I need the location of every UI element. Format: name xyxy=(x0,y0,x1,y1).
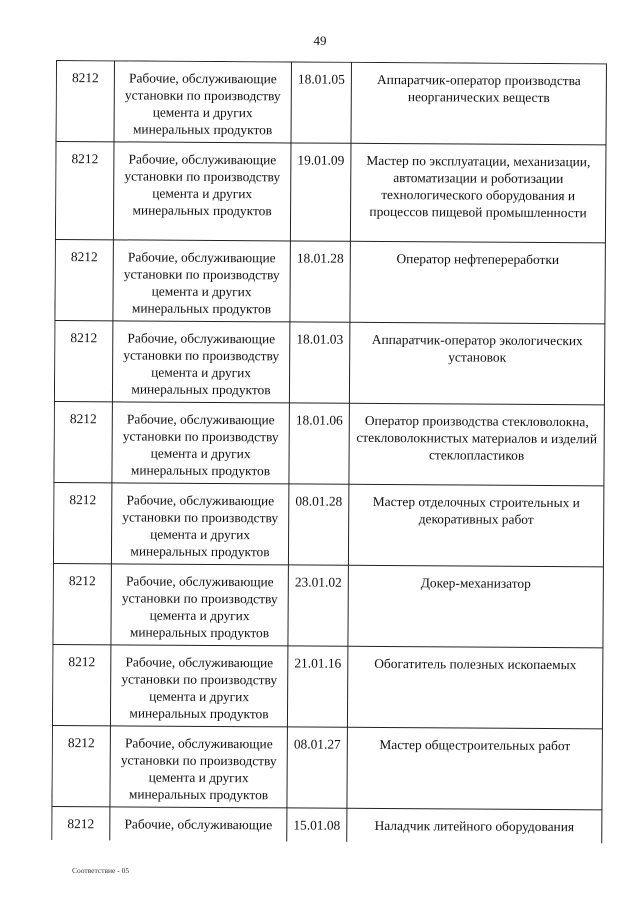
occupation-group: Рабочие, обслуживающие установки по производству цемента и других минеральных продуктов xyxy=(113,240,290,322)
profession-name: Докер-механизатор xyxy=(348,565,603,648)
occupation-group: Рабочие, обслуживающие установки по производству цемента и других минеральных продуктов xyxy=(111,564,288,646)
profession-name: Оператор производства стекловолокна, стекловолокнистых материалов и изделий стеклопластиков xyxy=(349,403,604,486)
okz-code: 8212 xyxy=(53,563,111,644)
okz-code: 8212 xyxy=(53,482,111,563)
table-row xyxy=(53,563,603,647)
okz-code: 8212 xyxy=(55,239,113,320)
specialty-code: 18.01.03 xyxy=(289,322,349,403)
occupation-group: Рабочие, обслуживающие установки по производству цемента и других минеральных продуктов xyxy=(111,483,288,565)
specialty-code: 08.01.27 xyxy=(287,727,347,808)
okz-code: 8212 xyxy=(56,61,114,142)
table-row xyxy=(55,142,606,243)
profession-name: Мастер по эксплуатации, механизации, автоматизации и роботизации технологического оборудования и процессов пищевой промышленности xyxy=(350,143,606,243)
table-row xyxy=(56,61,606,145)
professions-table xyxy=(51,60,607,843)
specialty-code: 18.01.05 xyxy=(291,62,351,143)
table-row xyxy=(54,401,604,485)
profession-name: Наладчик литейного оборудования xyxy=(347,808,602,843)
okz-code: 8212 xyxy=(54,320,112,401)
specialty-code: 23.01.02 xyxy=(288,565,348,646)
okz-code: 8212 xyxy=(52,806,110,843)
okz-code: 8212 xyxy=(55,142,114,240)
profession-name: Мастер отделочных строительных и декоративных работ xyxy=(348,484,603,567)
specialty-code: 18.01.06 xyxy=(289,403,349,484)
document-table-wrapper xyxy=(51,60,612,843)
profession-name: Мастер общестроительных работ xyxy=(347,727,602,810)
occupation-group: Рабочие, обслуживающие установки по производству цемента и других минеральных продуктов xyxy=(110,645,287,727)
okz-code: 8212 xyxy=(52,644,110,725)
occupation-group: Рабочие, обслуживающие установки по производству цемента и других минеральных продуктов xyxy=(114,61,291,143)
table-row xyxy=(52,644,602,728)
footer-note: Соответствие - 05 xyxy=(72,866,130,875)
table-row xyxy=(52,806,602,843)
profession-name: Оператор нефтепереработки xyxy=(350,241,605,324)
specialty-code: 08.01.28 xyxy=(288,484,348,565)
specialty-code: 18.01.28 xyxy=(290,241,350,322)
table-row xyxy=(54,320,604,404)
profession-name: Аппаратчик-оператор производства неорганических веществ xyxy=(351,62,606,145)
table-row xyxy=(55,239,605,323)
specialty-code: 21.01.16 xyxy=(287,646,347,727)
table-row xyxy=(53,482,603,566)
occupation-group: Рабочие, обслуживающие xyxy=(110,807,287,844)
occupation-group: Рабочие, обслуживающие установки по производству цемента и других минеральных продуктов xyxy=(112,321,289,403)
page-number: 49 xyxy=(313,33,327,48)
okz-code: 8212 xyxy=(52,725,110,806)
occupation-group: Рабочие, обслуживающие установки по производству цемента и других минеральных продуктов xyxy=(112,402,289,484)
okz-code: 8212 xyxy=(54,401,112,482)
occupation-group: Рабочие, обслуживающие установки по производству цемента и других минеральных продуктов xyxy=(113,142,291,241)
profession-name: Обогатитель полезных ископаемых xyxy=(347,646,602,729)
profession-name: Аппаратчик-оператор экологических установок xyxy=(349,322,604,405)
specialty-code: 19.01.09 xyxy=(290,143,351,241)
occupation-group: Рабочие, обслуживающие установки по производству цемента и других минеральных продуктов xyxy=(110,726,287,808)
specialty-code: 15.01.08 xyxy=(287,808,347,843)
table-row xyxy=(52,725,602,809)
